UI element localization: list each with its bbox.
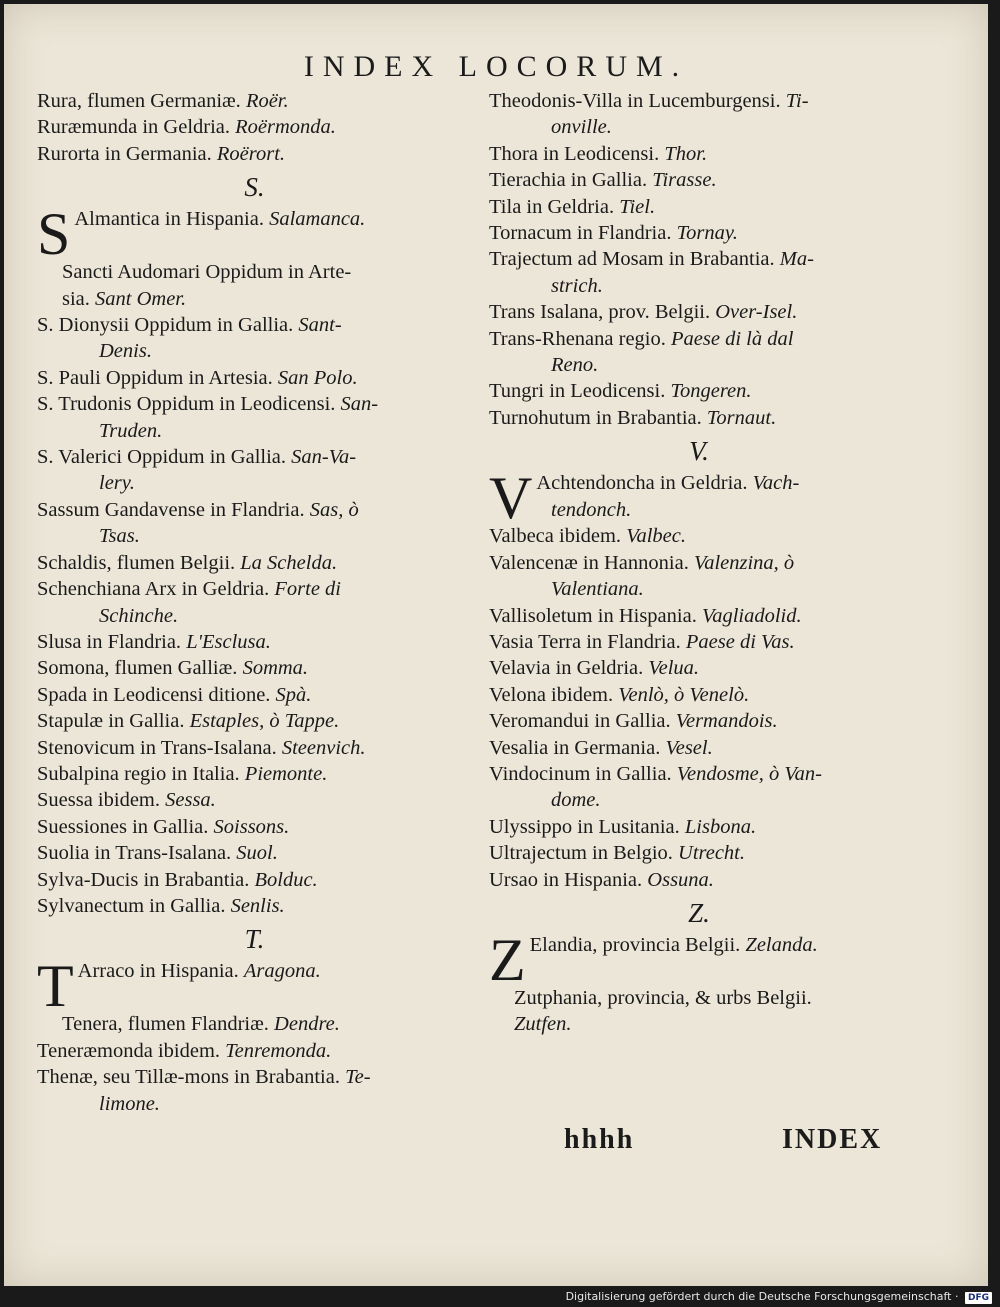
- right-column: [489, 88, 909, 1038]
- index-entry: [489, 985, 909, 1038]
- entry-text: Slusa in Flandria.: [37, 630, 187, 653]
- index-entry: [37, 655, 472, 681]
- index-entry: [37, 444, 472, 497]
- entry-text: Velona ibidem.: [489, 683, 619, 706]
- entry-continuation: [37, 603, 472, 629]
- index-entry: [37, 761, 472, 787]
- entry-vernacular: Steenvich.: [281, 736, 366, 759]
- entry-text: Vallisoletum in Hispania.: [489, 604, 702, 627]
- entry-vernacular: San Polo.: [277, 366, 358, 389]
- entry-continuation: [62, 286, 472, 312]
- entry-vernacular: Roër.: [245, 90, 289, 112]
- drop-cap: V: [489, 465, 533, 532]
- entry-vernacular: Paese di Vas.: [685, 630, 795, 653]
- entry-text: Tila in Geldria.: [489, 195, 620, 218]
- entry-vernacular: Tiel.: [619, 195, 656, 218]
- entry-vernacular: Sas, ò: [309, 498, 359, 521]
- index-entry: [489, 682, 909, 708]
- page-header: INDEX LOCORUM.: [303, 50, 689, 83]
- entry-vernacular: Estaples, ò Tappe.: [189, 710, 340, 733]
- drop-cap: T: [37, 953, 74, 1020]
- entry-vernacular: Sant-: [298, 314, 342, 337]
- dfg-logo: DFG: [965, 1292, 992, 1304]
- index-entry: [37, 88, 472, 114]
- index-entry: [37, 629, 472, 655]
- entry-vernacular: Tornaut.: [706, 406, 777, 429]
- entry-continuation: [489, 352, 909, 378]
- catchword: INDEX: [782, 1124, 883, 1155]
- entry-vernacular: Piemonte.: [244, 762, 328, 785]
- entry-continuation: [489, 576, 909, 602]
- entry-continuation: [37, 338, 472, 364]
- entry-text: Schenchiana Arx in Geldria.: [37, 578, 275, 601]
- entry-continuation: [514, 1011, 909, 1037]
- drop-cap: S: [37, 201, 71, 268]
- entry-vernacular: Velua.: [648, 657, 700, 680]
- entry-text: Sylvanectum in Gallia.: [37, 894, 231, 917]
- entry-text: Suessiones in Gallia.: [37, 815, 214, 838]
- index-entry: [37, 867, 472, 893]
- entry-continuation: [489, 273, 909, 299]
- entry-vernacular: Schinche.: [99, 604, 179, 627]
- entry-continuation: [37, 1091, 472, 1117]
- entry-vernacular: Senlis.: [230, 894, 285, 917]
- index-entry: [37, 259, 472, 312]
- entry-text: Arraco in Hispania.: [77, 960, 244, 983]
- entry-text: Tungri in Leodicensi.: [489, 380, 671, 403]
- entry-text: Trajectum ad Mosam in Brabantia.: [489, 248, 780, 271]
- entry-continuation: [37, 418, 472, 444]
- entry-text: S. Pauli Oppidum in Artesia.: [37, 366, 278, 389]
- entry-vernacular: L'Esclusa.: [186, 630, 271, 653]
- entry-text: Teneræmonda ibidem.: [37, 1039, 226, 1062]
- index-entry: [37, 787, 472, 813]
- index-entry: [37, 893, 472, 919]
- index-entry: [37, 497, 472, 550]
- entry-text: Ulyssippo in Lusitania.: [489, 815, 685, 838]
- entry-vernacular: Zelanda.: [745, 933, 818, 956]
- index-entry: [489, 629, 909, 655]
- entry-vernacular: Vendosme, ò Van-: [676, 762, 822, 785]
- index-entry: [489, 867, 909, 893]
- entry-text: Valencenæ in Hannonia.: [489, 551, 694, 574]
- index-entry: [489, 194, 909, 220]
- index-entry: [489, 299, 909, 325]
- index-entry: [489, 840, 909, 866]
- entry-vernacular: Tornay.: [676, 222, 738, 245]
- entry-text: Sancti Audomari Oppidum in Arte-: [62, 261, 352, 284]
- entry-vernacular: Utrecht.: [678, 842, 746, 865]
- index-entry: [489, 88, 909, 141]
- entry-continuation: [37, 470, 472, 496]
- entry-text: Rurorta in Germania.: [37, 142, 217, 165]
- entry-vernacular: Roërort.: [216, 142, 286, 165]
- entry-vernacular: Denis.: [99, 340, 152, 363]
- entry-text: Turnohutum in Brabantia.: [489, 406, 707, 429]
- entry-vernacular: Reno.: [551, 354, 599, 377]
- index-entry: [37, 1038, 472, 1064]
- entry-vernacular: dome.: [551, 789, 601, 812]
- entry-continuation: [489, 497, 909, 523]
- index-entry: [489, 523, 909, 549]
- left-column: [37, 88, 472, 1117]
- index-entry: [489, 761, 909, 814]
- entry-vernacular: Dendre.: [274, 1013, 340, 1036]
- index-entry: [37, 953, 472, 1020]
- entry-text: Somona, flumen Galliæ.: [37, 657, 243, 680]
- entry-vernacular: Tongeren.: [670, 380, 752, 403]
- entry-text: Tenera, flumen Flandriæ.: [62, 1013, 275, 1036]
- entry-vernacular: Vesel.: [665, 736, 713, 759]
- index-entry: [37, 141, 472, 167]
- entry-vernacular: Venlò, ò Venelò.: [618, 683, 750, 706]
- index-entry: [37, 576, 472, 629]
- index-entry: [37, 1011, 472, 1037]
- entry-text: Theodonis-Villa in Lucemburgensi.: [489, 90, 786, 112]
- entry-vernacular: Thor.: [664, 142, 708, 165]
- entry-vernacular: tendonch.: [551, 498, 632, 521]
- entry-text: Sylva-Ducis in Brabantia.: [37, 868, 255, 891]
- section-letter: T.: [244, 924, 265, 955]
- entry-vernacular: Vagliadolid.: [701, 604, 802, 627]
- entry-text: Subalpina regio in Italia.: [37, 762, 245, 785]
- entry-continuation: [489, 114, 909, 140]
- entry-text: S. Trudonis Oppidum in Leodicensi.: [37, 393, 341, 416]
- entry-text: Almantica in Hispania.: [74, 208, 270, 231]
- entry-vernacular: limone.: [99, 1092, 160, 1115]
- entry-vernacular: Forte di: [274, 578, 342, 601]
- entry-vernacular: Paese di là dal: [671, 327, 794, 350]
- index-entry: [489, 378, 909, 404]
- entry-text: Suessa ibidem.: [37, 789, 166, 812]
- index-entry: [37, 114, 472, 140]
- entry-continuation: [37, 523, 472, 549]
- entry-vernacular: Sant Omer.: [95, 287, 187, 310]
- index-entry: [489, 735, 909, 761]
- index-entry: [489, 141, 909, 167]
- entry-text: Vasia Terra in Flandria.: [489, 630, 686, 653]
- section-letter: S.: [244, 172, 265, 203]
- entry-vernacular: Ossuna.: [647, 868, 714, 891]
- index-entry: [37, 312, 472, 365]
- index-entry: [37, 550, 472, 576]
- entry-vernacular: Vach-: [752, 472, 800, 495]
- index-entry: [489, 405, 909, 431]
- entry-vernacular: Zutfen.: [514, 1013, 572, 1036]
- entry-vernacular: Spà.: [275, 683, 312, 706]
- entry-vernacular: Roërmonda.: [235, 116, 336, 139]
- index-entry: [37, 814, 472, 840]
- entry-text: Valbeca ibidem.: [489, 525, 627, 548]
- entry-text: Spada in Leodicensi ditione.: [37, 683, 276, 706]
- index-entry: [489, 603, 909, 629]
- entry-vernacular: Tsas.: [99, 525, 140, 548]
- entry-vernacular: strich.: [551, 274, 603, 297]
- entry-text: Velavia in Geldria.: [489, 657, 649, 680]
- index-entry: [37, 201, 472, 268]
- entry-text: Ultrajectum in Belgio.: [489, 842, 679, 865]
- entry-text: Zutphania, provincia, & urbs Belgii.: [514, 986, 812, 1009]
- section-letter: V.: [689, 436, 709, 467]
- entry-text: Trans-Rhenana regio.: [489, 327, 671, 350]
- entry-text: Trans Isalana, prov. Belgii.: [489, 301, 716, 324]
- entry-vernacular: Truden.: [99, 419, 163, 442]
- index-entry: [37, 365, 472, 391]
- entry-vernacular: onville.: [551, 116, 612, 139]
- entry-text: Vesalia in Germania.: [489, 736, 666, 759]
- entry-text: Thora in Leodicensi.: [489, 142, 665, 165]
- book-page: [4, 4, 988, 1286]
- entry-vernacular: Vermandois.: [675, 710, 778, 733]
- entry-text: Thenæ, seu Tillæ-mons in Brabantia.: [37, 1066, 346, 1089]
- entry-vernacular: Te-: [345, 1066, 371, 1089]
- entry-text: Ursao in Hispania.: [489, 868, 648, 891]
- entry-text: Tierachia in Gallia.: [489, 169, 653, 192]
- index-entry: [37, 682, 472, 708]
- entry-text: Tornacum in Flandria.: [489, 222, 677, 245]
- entry-vernacular: Ti-: [785, 90, 809, 112]
- entry-vernacular: Valbec.: [626, 525, 686, 548]
- entry-text: Stenovicum in Trans-Isalana.: [37, 736, 282, 759]
- entry-vernacular: Soissons.: [213, 815, 290, 838]
- index-entry: [489, 708, 909, 734]
- entry-text: Veromandui in Gallia.: [489, 710, 676, 733]
- entry-vernacular: Suol.: [236, 842, 278, 865]
- entry-vernacular: Tenremonda.: [225, 1039, 332, 1062]
- entry-vernacular: Valenzina, ò: [693, 551, 795, 574]
- entry-vernacular: Salamanca.: [269, 208, 366, 231]
- section-letter: Z.: [688, 897, 710, 928]
- entry-vernacular: Bolduc.: [254, 868, 318, 891]
- entry-vernacular: lery.: [99, 472, 135, 495]
- signature-mark: hhhh: [564, 1124, 635, 1155]
- entry-vernacular: Valentiana.: [551, 578, 644, 601]
- index-entry: [489, 926, 909, 993]
- entry-continuation: [489, 787, 909, 813]
- entry-text: Elandia, provincia Belgii.: [529, 933, 746, 956]
- credit-text: Digitalisierung gefördert durch die Deutsche Forschungsgemeinschaft ·: [565, 1290, 959, 1303]
- index-entry: [489, 326, 909, 379]
- entry-text: S. Dionysii Oppidum in Gallia.: [37, 314, 299, 337]
- entry-vernacular: Aragona.: [243, 960, 321, 983]
- entry-vernacular: Somma.: [242, 657, 309, 680]
- entry-text: Schaldis, flumen Belgii.: [37, 551, 241, 574]
- entry-vernacular: Lisbona.: [684, 815, 757, 838]
- entry-vernacular: San-Va-: [291, 446, 357, 469]
- index-entry: [37, 735, 472, 761]
- entry-vernacular: Ma-: [779, 248, 814, 271]
- entry-vernacular: Sessa.: [165, 789, 216, 812]
- entry-text: Ruræmunda in Geldria.: [37, 116, 236, 139]
- digitization-credit: [566, 1290, 992, 1304]
- index-entry: [489, 220, 909, 246]
- entry-text: S. Valerici Oppidum in Gallia.: [37, 446, 292, 469]
- entry-vernacular: La Schelda.: [240, 551, 338, 574]
- entry-text: Suolia in Trans-Isalana.: [37, 842, 237, 865]
- index-entry: [489, 550, 909, 603]
- entry-text: Stapulæ in Gallia.: [37, 710, 190, 733]
- entry-text: Sassum Gandavense in Flandria.: [37, 498, 310, 521]
- entry-vernacular: Over-Isel.: [715, 301, 798, 324]
- entry-text: Vindocinum in Gallia.: [489, 762, 677, 785]
- index-entry: [37, 840, 472, 866]
- index-entry: [489, 246, 909, 299]
- index-entry: [489, 465, 909, 532]
- drop-cap: Z: [489, 926, 526, 993]
- index-entry: [489, 655, 909, 681]
- entry-text: Achtendoncha in Geldria.: [536, 472, 753, 495]
- index-entry: [37, 1064, 472, 1117]
- index-entry: [37, 391, 472, 444]
- entry-vernacular: Tirasse.: [652, 169, 717, 192]
- entry-vernacular: San-: [340, 393, 379, 416]
- index-entry: [37, 708, 472, 734]
- index-entry: [489, 167, 909, 193]
- entry-text: sia.: [62, 287, 96, 310]
- entry-text: Rura, flumen Germaniæ.: [37, 90, 246, 112]
- index-entry: [489, 814, 909, 840]
